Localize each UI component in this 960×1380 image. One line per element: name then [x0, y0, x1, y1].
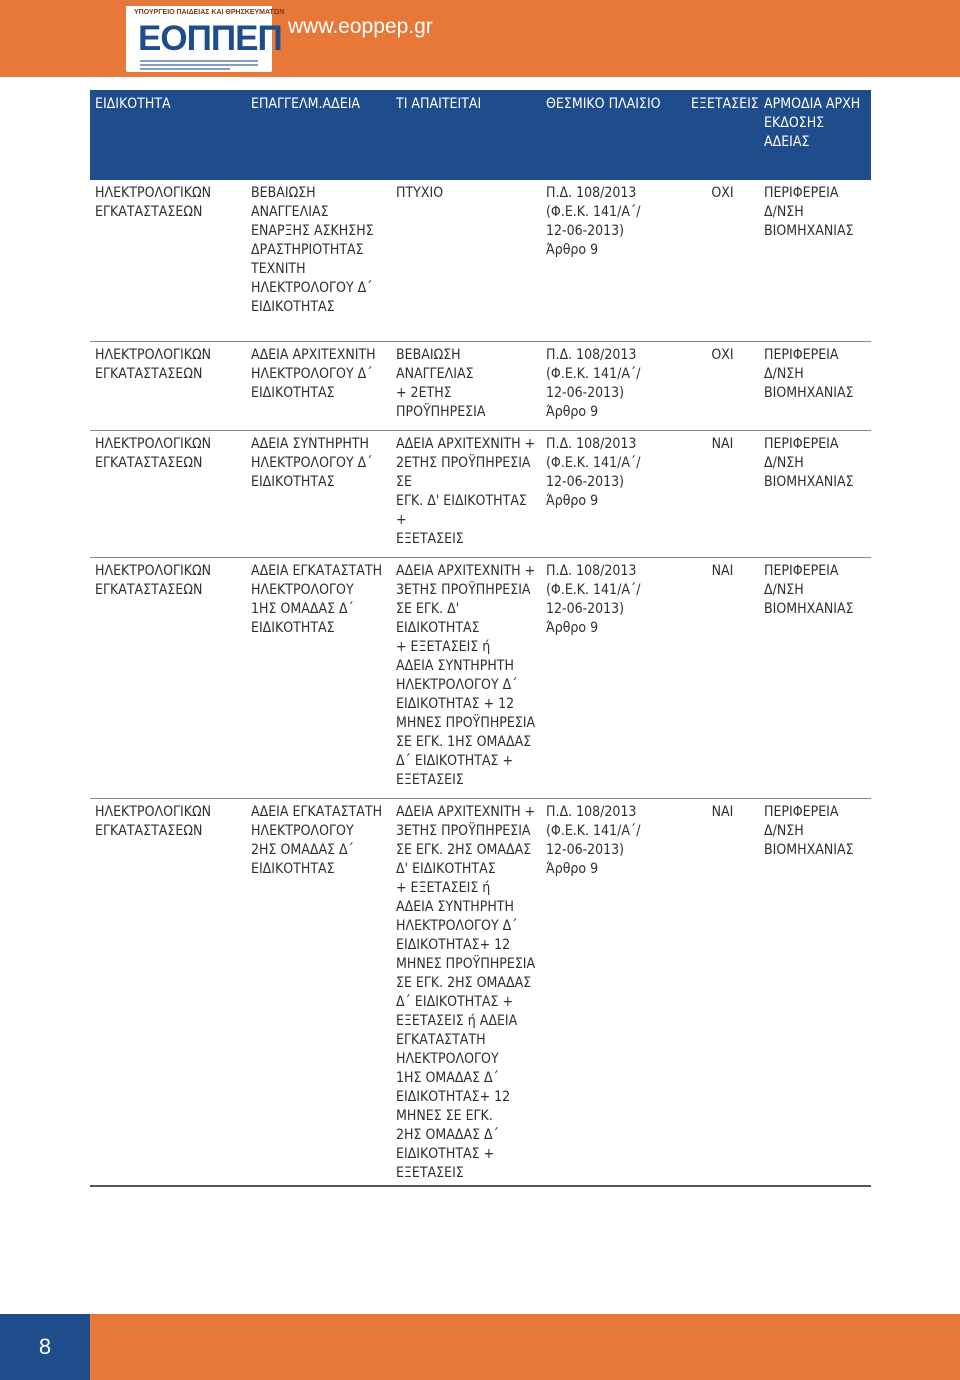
col-header-exams: ΕΞΕΤΑΣΕΙΣ — [686, 90, 759, 180]
cell-exams: ΟΧΙ — [686, 342, 759, 431]
cell-exams: ΝΑΙ — [686, 799, 759, 1187]
table-row — [90, 799, 871, 1187]
cell-requirements: ΑΔΕΙΑ ΑΡΧΙΤΕΧΝΙΤΗ + 2ΕΤΗΣ ΠΡΟΫΠΗΡΕΣΙΑ ΣΕ ΕΓΚ. Δ' ΕΙΔΙΚΟΤΗΤΑΣ + ΕΞΕΤΑΣΕΙΣ — [391, 431, 541, 558]
cell-license: ΑΔΕΙΑ ΕΓΚΑΤΑΣΤΑΤΗ ΗΛΕΚΤΡΟΛΟΓΟΥ 1ΗΣ ΟΜΑΔΑΣ Δ΄ ΕΙΔΙΚΟΤΗΤΑΣ — [246, 558, 391, 799]
cell-authority: ΠΕΡΙΦΕΡΕΙΑ Δ/ΝΣΗ ΒΙΟΜΗΧΑΝΙΑΣ — [759, 799, 871, 1187]
cell-authority: ΠΕΡΙΦΕΡΕΙΑ Δ/ΝΣΗ ΒΙΟΜΗΧΑΝΙΑΣ — [759, 558, 871, 799]
col-header-license: ΕΠΑΓΓΕΛΜ.ΑΔΕΙΑ — [246, 90, 391, 180]
cell-exams: ΝΑΙ — [686, 558, 759, 799]
col-header-authority: ΑΡΜΟΔΙΑ ΑΡΧΗ ΕΚΔΟΣΗΣ ΑΔΕΙΑΣ — [759, 90, 871, 180]
cell-framework: Π.Δ. 108/2013 (Φ.Ε.Κ. 141/Α΄/ 12-06-2013) Άρθρο 9 — [541, 180, 686, 342]
website-link[interactable]: www.eoppep.gr — [288, 15, 433, 38]
eoppep-logo[interactable] — [126, 6, 285, 72]
cell-exams: ΟΧΙ — [686, 180, 759, 342]
cell-authority: ΠΕΡΙΦΕΡΕΙΑ Δ/ΝΣΗ ΒΙΟΜΗΧΑΝΙΑΣ — [759, 180, 871, 342]
ministry-label: ΥΠΟΥΡΓΕΙΟ ΠΑΙΔΕΙΑΣ ΚΑΙ ΘΡΗΣΚΕΥΜΑΤΩΝ — [134, 9, 285, 16]
cell-specialty: ΗΛΕΚΤΡΟΛΟΓΙΚΩΝ ΕΓΚΑΤΑΣΤΑΣΕΩΝ — [90, 799, 246, 1187]
licenses-table — [90, 90, 871, 1187]
col-header-specialty: ΕΙΔΙΚΟΤΗΤΑ — [90, 90, 246, 180]
cell-requirements: ΑΔΕΙΑ ΑΡΧΙΤΕΧΝΙΤΗ + 3ΕΤΗΣ ΠΡΟΫΠΗΡΕΣΙΑ ΣΕ ΕΓΚ. Δ' ΕΙΔΙΚΟΤΗΤΑΣ + ΕΞΕΤΑΣΕΙΣ ή ΑΔΕΙΑ ΣΥΝΤΗΡΗΤΗ ΗΛΕΚΤΡΟΛΟΓΟΥ Δ΄ ΕΙΔΙΚΟΤΗΤΑΣ + 12 ΜΗΝΕΣ ΠΡΟΫΠΗΡΕΣΙΑ ΣΕ ΕΓΚ. 1ΗΣ ΟΜΑΔΑΣ Δ΄ ΕΙΔΙΚΟΤΗΤΑΣ + ΕΞΕΤΑΣΕΙΣ — [391, 558, 541, 799]
cell-license: ΑΔΕΙΑ ΣΥΝΤΗΡΗΤΗ ΗΛΕΚΤΡΟΛΟΓΟΥ Δ΄ ΕΙΔΙΚΟΤΗΤΑΣ — [246, 431, 391, 558]
table-header-row — [90, 90, 871, 180]
cell-framework: Π.Δ. 108/2013 (Φ.Ε.Κ. 141/Α΄/ 12-06-2013) Άρθρο 9 — [541, 558, 686, 799]
cell-license: ΑΔΕΙΑ ΑΡΧΙΤΕΧΝΙΤΗ ΗΛΕΚΤΡΟΛΟΓΟΥ Δ΄ ΕΙΔΙΚΟΤΗΤΑΣ — [246, 342, 391, 431]
cell-specialty: ΗΛΕΚΤΡΟΛΟΓΙΚΩΝ ΕΓΚΑΤΑΣΤΑΣΕΩΝ — [90, 558, 246, 799]
cell-authority: ΠΕΡΙΦΕΡΕΙΑ Δ/ΝΣΗ ΒΙΟΜΗΧΑΝΙΑΣ — [759, 431, 871, 558]
cell-exams: ΝΑΙ — [686, 431, 759, 558]
logo-tagline-line — [140, 64, 258, 66]
logo-tagline-line — [140, 60, 258, 62]
table-row — [90, 431, 871, 558]
cell-requirements: ΠΤΥΧΙΟ — [391, 180, 541, 342]
col-header-framework: ΘΕΣΜΙΚΟ ΠΛΑΙΣΙΟ — [541, 90, 686, 180]
cell-authority: ΠΕΡΙΦΕΡΕΙΑ Δ/ΝΣΗ ΒΙΟΜΗΧΑΝΙΑΣ — [759, 342, 871, 431]
table-row — [90, 180, 871, 342]
cell-license: ΑΔΕΙΑ ΕΓΚΑΤΑΣΤΑΤΗ ΗΛΕΚΤΡΟΛΟΓΟΥ 2ΗΣ ΟΜΑΔΑΣ Δ΄ ΕΙΔΙΚΟΤΗΤΑΣ — [246, 799, 391, 1187]
table-row — [90, 558, 871, 799]
logo-wordmark: ΕΟΠΠΕΠ — [138, 19, 282, 58]
cell-framework: Π.Δ. 108/2013 (Φ.Ε.Κ. 141/Α΄/ 12-06-2013) Άρθρο 9 — [541, 342, 686, 431]
cell-framework: Π.Δ. 108/2013 (Φ.Ε.Κ. 141/Α΄/ 12-06-2013) Άρθρο 9 — [541, 431, 686, 558]
page-number: 8 — [0, 1314, 90, 1380]
cell-specialty: ΗΛΕΚΤΡΟΛΟΓΙΚΩΝ ΕΓΚΑΤΑΣΤΑΣΕΩΝ — [90, 342, 246, 431]
cell-requirements: ΒΕΒΑΙΩΣΗ ΑΝΑΓΓΕΛΙΑΣ + 2ΕΤΗΣ ΠΡΟΫΠΗΡΕΣΙΑ — [391, 342, 541, 431]
cell-license: ΒΕΒΑΙΩΣΗ ΑΝΑΓΓΕΛΙΑΣ ΕΝΑΡΞΗΣ ΑΣΚΗΣΗΣ ΔΡΑΣΤΗΡΙΟΤΗΤΑΣ ΤΕΧΝΙΤΗ ΗΛΕΚΤΡΟΛΟΓΟΥ Δ΄ ΕΙΔΙΚΟΤΗΤΑΣ — [246, 180, 391, 342]
cell-specialty: ΗΛΕΚΤΡΟΛΟΓΙΚΩΝ ΕΓΚΑΤΑΣΤΑΣΕΩΝ — [90, 180, 246, 342]
col-header-requirements: ΤΙ ΑΠΑΙΤΕΙΤΑΙ — [391, 90, 541, 180]
cell-requirements: ΑΔΕΙΑ ΑΡΧΙΤΕΧΝΙΤΗ + 3ΕΤΗΣ ΠΡΟΫΠΗΡΕΣΙΑ ΣΕ ΕΓΚ. 2ΗΣ ΟΜΑΔΑΣ Δ' ΕΙΔΙΚΟΤΗΤΑΣ + ΕΞΕΤΑΣΕΙΣ ή ΑΔΕΙΑ ΣΥΝΤΗΡΗΤΗ ΗΛΕΚΤΡΟΛΟΓΟΥ Δ΄ ΕΙΔΙΚΟΤΗΤΑΣ+ 12 ΜΗΝΕΣ ΠΡΟΫΠΗΡΕΣΙΑ ΣΕ ΕΓΚ. 2ΗΣ ΟΜΑΔΑΣ Δ΄ ΕΙΔΙΚΟΤΗΤΑΣ + ΕΞΕΤΑΣΕΙΣ ή ΑΔΕΙΑ ΕΓΚΑΤΑΣΤΑΤΗ ΗΛΕΚΤΡΟΛΟΓΟΥ 1ΗΣ ΟΜΑΔΑΣ Δ΄ ΕΙΔΙΚΟΤΗΤΑΣ+ 12 ΜΗΝΕΣ ΣΕ ΕΓΚ. 2ΗΣ ΟΜΑΔΑΣ Δ΄ ΕΙΔΙΚΟΤΗΤΑΣ + ΕΞΕΤΑΣΕΙΣ — [391, 799, 541, 1187]
cell-framework: Π.Δ. 108/2013 (Φ.Ε.Κ. 141/Α΄/ 12-06-2013) Άρθρο 9 — [541, 799, 686, 1187]
header-banner — [0, 0, 960, 77]
footer-band — [0, 1314, 960, 1380]
cell-specialty: ΗΛΕΚΤΡΟΛΟΓΙΚΩΝ ΕΓΚΑΤΑΣΤΑΣΕΩΝ — [90, 431, 246, 558]
table-row — [90, 342, 871, 431]
logo-tagline-line — [140, 68, 230, 70]
